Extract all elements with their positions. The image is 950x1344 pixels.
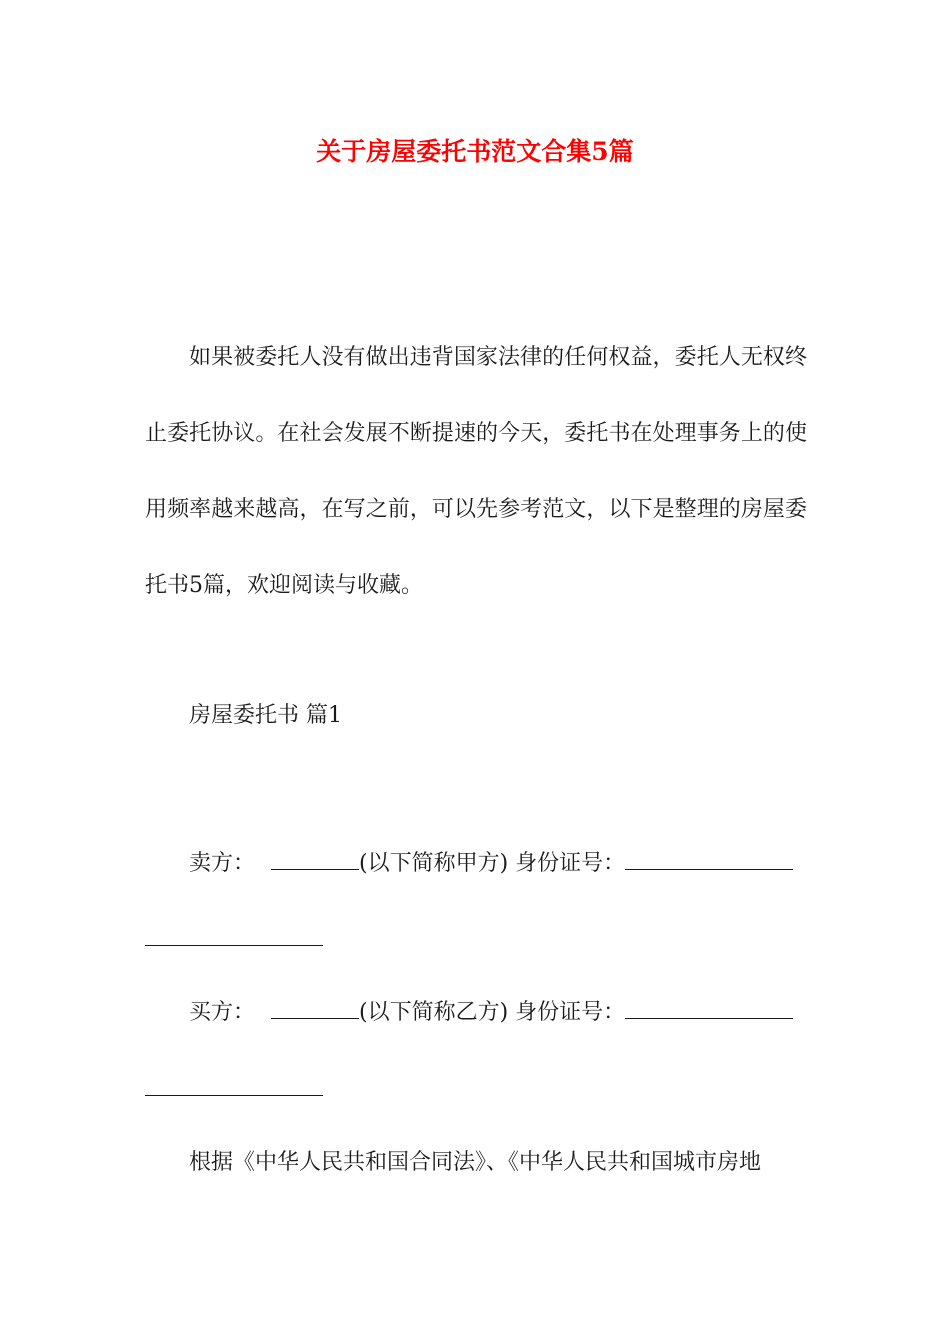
buyer-line — [189, 992, 793, 1033]
section-heading: 房屋委托书 篇1 — [189, 703, 342, 728]
buyer-name-blank — [271, 992, 359, 1019]
seller-name-blank — [271, 843, 359, 870]
seller-label: 卖方： — [189, 851, 256, 876]
buyer-note: (以下简称乙方) 身份证号： — [359, 1000, 626, 1025]
basis-paragraph: 根据《中华人民共和国合同法》、《中华人民共和国城市房地 — [189, 1150, 762, 1175]
seller-line — [189, 843, 793, 884]
seller-id-blank — [625, 843, 793, 870]
seller-note: (以下简称甲方) 身份证号： — [359, 851, 626, 876]
document-title: 关于房屋委托书范文合集5篇 — [316, 137, 634, 166]
seller-id-blank-continued — [145, 945, 323, 946]
buyer-id-blank-continued — [145, 1095, 323, 1096]
intro-paragraph: 如果被委托人没有做出违背国家法律的任何权益，委托人无权终止委托协议。在社会发展不断提速的今天，委托书在处理事务上的使用频率越来越高，在写之前，可以先参考范文，以下是整理的房屋委托书5篇，欢迎阅读与收藏。 — [145, 345, 807, 598]
buyer-label: 买方： — [189, 1000, 256, 1025]
buyer-id-blank — [625, 992, 793, 1019]
